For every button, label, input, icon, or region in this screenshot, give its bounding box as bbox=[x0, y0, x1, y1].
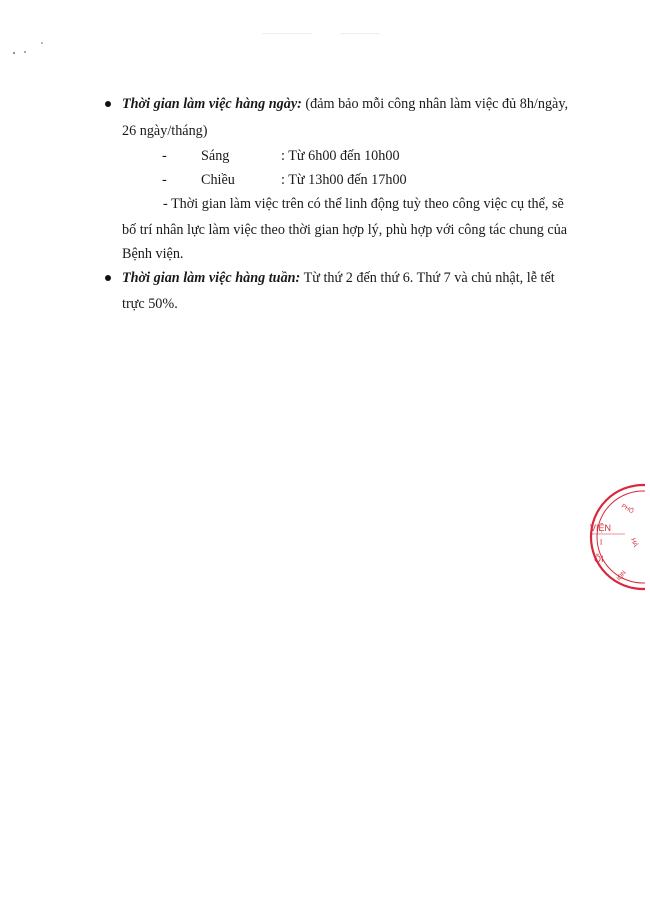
daily-hours-line-2: 26 ngày/tháng) bbox=[122, 123, 208, 139]
hospital-stamp bbox=[585, 482, 645, 592]
daily-hours-label: Thời gian làm việc hàng ngày: bbox=[122, 96, 302, 112]
shift-morning-time: : Từ 6h00 đến 10h00 bbox=[281, 148, 400, 164]
stamp-seal-icon bbox=[585, 482, 645, 592]
stamp-text-pho: PHỐ bbox=[620, 503, 635, 516]
stamp-text-oi: ỘI bbox=[594, 554, 604, 564]
stamp-text-vien: VIỆN bbox=[590, 523, 612, 533]
faint-header-trace bbox=[262, 30, 392, 38]
shift-morning-name: Sáng bbox=[201, 148, 230, 164]
scan-specks bbox=[10, 38, 50, 58]
shift-afternoon-name: Chiều bbox=[201, 172, 235, 188]
shift-afternoon-time: : Từ 13h00 đến 17h00 bbox=[281, 172, 407, 188]
shift-morning-dash: - bbox=[162, 148, 167, 164]
weekly-hours-line-1 bbox=[122, 268, 555, 288]
stamp-text-i: I bbox=[600, 538, 603, 547]
weekly-hours-line-2: trực 50%. bbox=[122, 296, 178, 312]
shift-afternoon-dash: - bbox=[162, 172, 167, 188]
stamp-text-noi: NỘI bbox=[614, 568, 627, 581]
note-line-3: Bệnh viện. bbox=[122, 246, 184, 262]
bullet-daily bbox=[105, 101, 111, 107]
note-line-1: - Thời gian làm việc trên có thể linh động tuỳ theo công việc cụ thể, sẽ bbox=[163, 196, 564, 212]
stamp-text-ha: HÀ bbox=[629, 537, 639, 549]
weekly-hours-label: Thời gian làm việc hàng tuần: bbox=[122, 270, 301, 286]
note-line-2: bố trí nhân lực làm việc theo thời gian hợp lý, phù hợp với công tác chung của bbox=[122, 222, 568, 238]
daily-hours-text: (đảm bảo mỗi công nhân làm việc đủ 8h/ngày, bbox=[301, 96, 569, 112]
daily-hours-line-1 bbox=[122, 94, 568, 114]
bullet-weekly bbox=[105, 275, 111, 281]
weekly-hours-text: Từ thứ 2 đến thứ 6. Thứ 7 và chủ nhật, lễ tết bbox=[300, 270, 555, 286]
